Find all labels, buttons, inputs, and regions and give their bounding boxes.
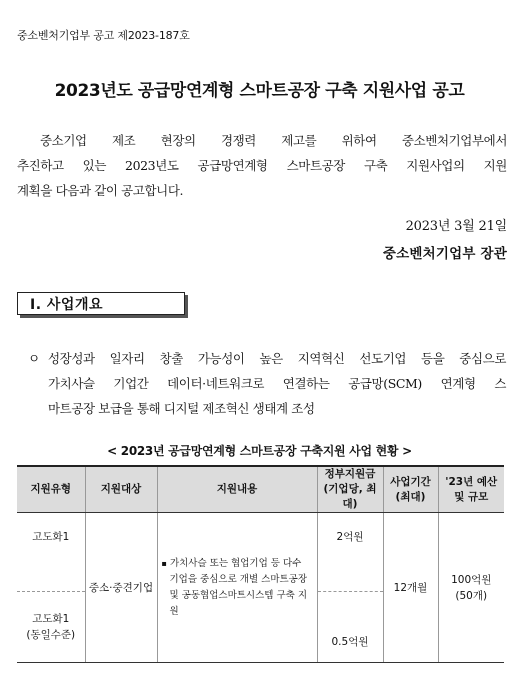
issuer-name: 중소벤처기업부 장관 — [382, 246, 507, 262]
header-gov-line-1: 정부지원금 — [324, 468, 376, 480]
bullet-line-1: 성장성과 일자리 창출 가능성이 높은 지역혁신 선도기업 등을 중심으로 — [48, 351, 506, 366]
header-gov-support — [317, 466, 383, 513]
content-bullet: ▪ — [161, 558, 167, 568]
shared-content — [157, 513, 317, 663]
row-1-type-line-1: 고도화1 — [32, 531, 70, 543]
header-budget-line-2: 및 규모 — [454, 490, 489, 503]
announcement-date: 2023년 3월 21일 — [405, 219, 507, 234]
section-header-shadow — [20, 315, 188, 318]
header-budget — [438, 466, 504, 513]
content-line-2: 기업을 중심으로 개별 스마트공장 — [169, 573, 308, 585]
intro-paragraph — [17, 128, 507, 203]
bullet-mark: ㅇ — [28, 351, 40, 366]
table-caption: < 2023년 공급망연계형 스마트공장 구축지원 사업 현황 > — [107, 444, 412, 458]
row-2-gov-support: 0.5억원 — [317, 592, 383, 663]
shared-period: 12개월 — [383, 513, 438, 663]
content-line-1-text: 가치사슬 또는 협업기업 등 다수 — [169, 557, 302, 569]
bullet-line-3: 마트공장 보급을 통해 디지털 제조혁신 생태계 조성 — [48, 401, 315, 416]
header-period-line-1: 사업기간 — [390, 475, 431, 488]
row-2-type-line-2: (동일수준) — [26, 629, 76, 641]
budget-line-2: (50개) — [455, 589, 488, 602]
row-1-gov-support: 2억원 — [317, 513, 383, 592]
content-line-3: 및 공동협업스마트시스템 구축 지원 — [169, 589, 308, 617]
intro-line-1: 중소기업 제조 현장의 경쟁력 제고를 위하여 중소벤처기업부에서 — [40, 133, 507, 148]
table-row — [17, 513, 504, 592]
intro-line-2: 추진하고 있는 2023년도 공급망연계형 스마트공장 구축 지원사업의 지원 — [17, 158, 507, 173]
header-support-type: 지원유형 — [17, 466, 85, 513]
header-support-target: 지원대상 — [85, 466, 157, 513]
header-support-content: 지원내용 — [157, 466, 317, 513]
header-period — [383, 466, 438, 513]
header-period-line-2: (최대) — [395, 490, 426, 503]
intro-line-3: 계획을 다음과 같이 공고합니다. — [17, 183, 184, 198]
bullet-line-2: 가치사슬 기업간 데이터·네트워크로 연결하는 공급망(SCM) 연계형 스 — [48, 376, 506, 391]
header-gov-line-2: (기업당, 최대) — [323, 483, 377, 510]
section-header-shadow-side — [185, 295, 188, 318]
table-header-row — [17, 466, 504, 513]
row-2-type — [17, 592, 85, 663]
budget-line-1: 100억원 — [451, 573, 492, 586]
section-title: Ⅰ. 사업개요 — [30, 297, 103, 313]
notice-number: 중소벤처기업부 공고 제2023-187호 — [17, 29, 190, 42]
shared-target: 중소·중견기업 — [85, 513, 157, 663]
header-budget-line-1: '23년 예산 — [445, 475, 498, 488]
content-line-1 — [162, 556, 315, 572]
row-2-type-line-1: 고도화1 — [32, 613, 70, 625]
program-status-table — [17, 465, 504, 663]
document-title: 2023년도 공급망연계형 스마트공장 구축 지원사업 공고 — [54, 81, 465, 101]
row-1-type — [17, 513, 85, 592]
shared-budget — [438, 513, 504, 663]
